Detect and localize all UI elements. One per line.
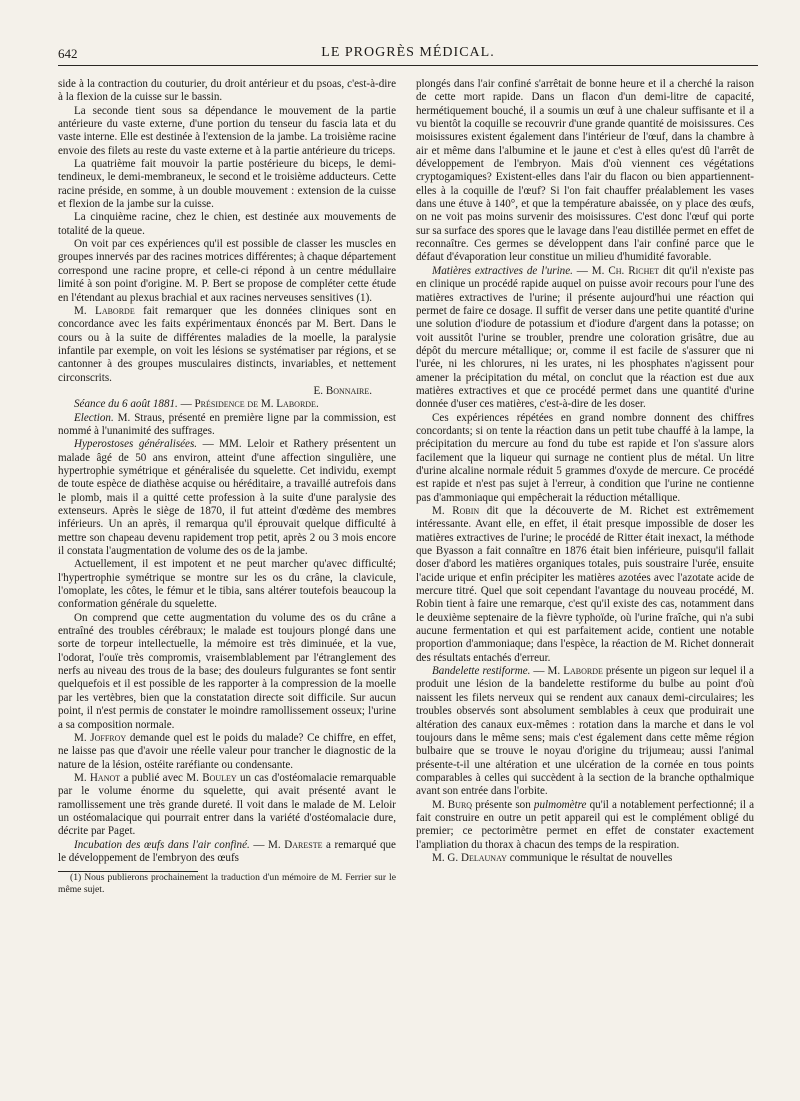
paragraph-text: — M. [249, 838, 285, 851]
paragraph: La seconde tient sous sa dépendance le mouvement de la partie antérieure du vaste externe, d'une portion du tenseur du fascia lata et du vaste interne. Elle est destinée à l'extension de la jambe. La troisième racine envoie des filets au reste du vaste externe et à la partie antérieure du triceps. [58, 104, 396, 157]
page-header [58, 44, 758, 66]
paragraph-text: qu'il a notablement perfectionné; il a fait construire en outre un petit appareil qui est le complément obligé du premier; ce pectorimètre permet en effet de constater exactement l'ampliation du thorax à chacun des temps de la respiration. [416, 798, 754, 851]
header-rule [58, 65, 758, 66]
paragraph-text: communique le résultat de nouvelles [506, 851, 673, 864]
signature-line [58, 385, 396, 398]
paragraph: On voit par ces expériences qu'il est possible de classer les muscles en groupes innervés par des racines motrices différentes; à chaque département correspond une racine propre, et celle-ci répond à un centre médullaire limité à son point d'origine. M. P. Bert se propose de compléter cette étude en l'étendant au plexus brachial et aux racines nerveuses sensitives (1). [58, 238, 396, 304]
paragraph-text: a remarqué que le développement de l'embryon des œufs [58, 838, 396, 864]
paragraph [416, 265, 754, 412]
session-presidency: — Présidence de M. Laborde. [177, 398, 319, 411]
paragraph-text: présente un pigeon sur lequel il a produit une lésion de la bandelette restiforme du bulbe au point d'où naissent les filets nerveux qui se rendent aux canaux demi-circulaires; les troubles observés sont absolument semblables à ceux que produirait une altération des canaux eux-mêmes : rotation dans la marche et dans le vol toujours dans le même sens; mais c'est également dans cette même région bulbaire que se trouve le noyau d'origine du trijumeau; aussi l'animal présente-t-il une altération et une ulcération de la cornée en tous points comparables à celles qui succèdent à la section de la branche opthalmique avant son entrée dans l'orbite. [416, 665, 754, 798]
paragraph: La cinquième racine, chez le chien, est destinée aux mouvements de totalité de la queue. [58, 211, 396, 237]
right-column [416, 78, 754, 865]
paragraph [58, 839, 396, 866]
speaker-name: M. Hanot [74, 771, 121, 784]
speaker-name: Dareste [284, 838, 323, 851]
speaker-name: Bouley [202, 771, 237, 784]
paragraph: side à la contraction du couturier, du droit antérieur et du psoas, c'est-à-dire à la flexion de la cuisse sur le bassin. [58, 78, 396, 104]
paragraph-text: fait remarquer que les données cliniques sont en concordance avec les faits expérimentaux énoncés par M. Bert. Dans le cours ou à la suite de différentes maladies de la moelle, la paralysie infantile par exemple, on voit les lésions se systématiser par régions, et se cantonner à des groupes musculaires distincts, invariables, et nettement circonscrits. [58, 304, 397, 384]
paragraph: Ces expériences répétées en grand nombre donnent des chiffres concordants; si on tente la réaction dans un petit tube chauffé à la lampe, la précipitation du mercure au fond du tube est rapide et l'on s'assure alors facilement que la liqueur qui surnage ne contient plus de métal. Un litre d'urine alcaline normale réduit 5 grammes d'oxyde de mercure. Ce procédé est rapide et n'est pas sujet à l'erreur, à condition que l'urine ne contienne pas d'ammoniaque qui empêcherait la réduction métallique. [416, 411, 754, 504]
paragraph [58, 438, 396, 558]
paragraph-text: M. Straus, présenté en première ligne par la commission, est nommé à l'unanimité des suffrages. [58, 411, 396, 437]
paragraph: Actuellement, il est impotent et ne peut marcher qu'avec difficulté; l'hypertrophie symétrique se montre sur les os du crâne, la clavicule, l'omoplate, les côtes, le fémur et le tibia, sans altérer toutefois beaucoup la conformation générale du squelette. [58, 558, 396, 611]
author-signature: E. Bonnaire. [313, 384, 372, 397]
paragraph [416, 665, 754, 798]
left-column [58, 78, 396, 895]
paragraph-text: — M. [530, 665, 564, 678]
section-title: Election. [74, 411, 114, 424]
speaker-name: M. Laborde [74, 304, 135, 317]
session-date: Séance du 6 août 1881. [74, 398, 178, 411]
speaker-name: Ch. Richet [608, 264, 660, 277]
page-number: 642 [58, 46, 78, 61]
speaker-name: M. Joffroy [74, 731, 127, 744]
paragraph-text: — M. [572, 264, 609, 277]
footnote: (1) Nous publierons prochainement la traduction d'un mémoire de M. Ferrier sur le même sujet. [58, 872, 396, 895]
session-heading [58, 398, 396, 411]
paragraph-text: — MM. Leloir et Rathery présentent un malade âgé de 50 ans environ, atteint d'une affection singulière, une hypertrophie symétrique et généralisée du squelette. Cet individu, exempt de toute espèce de diathèse acquise ou héréditaire, a travaillé autrefois dans le plomb, mais il a quitté cette profession à la suite d'une paralysie des extenseurs. Après le siège de 1870, il fut atteint d'œdème des membres inférieurs. Un an après, il remarqua qu'il éprouvait quelque difficulté à mettre son chapeau devenu rapidement trop petit, après 2 ou 3 mois encore il constata l'augmentation de volume des os de la jambe. [58, 438, 396, 558]
paragraph-text: un cas d'ostéomalacie remarquable par le volume énorme du squelette, qui avait présenté avant le ramollissement une très grande dureté. Il voit dans le malade de M. Leloir un ostéomalacique qui pourrait entrer dans la variété d'ostéomalacie dure, décrite par Paget. [58, 771, 396, 838]
journal-title: LE PROGRÈS MÉDICAL. [321, 45, 495, 60]
paragraph: On comprend que cette augmentation du volume des os du crâne a entraîné des troubles cérébraux; le malade est toujours plongé dans une sorte de torpeur intellectuelle, la mémoire est très diminuée, et la vue, l'odorat, l'ouïe très compromis, vraisemblablement par l'étranglement des nerfs au niveau des trous de la base; des douleurs fulgurantes se font sentir quelquefois et il est possible de les rapporter à la compression de la moelle par les vertèbres, bien que la constatation directe soit difficile. Sur aucun point, il n'est permis de constater le moindre ramollissement osseux; l'urine a sa composition normale. [58, 611, 396, 731]
paragraph [58, 772, 396, 839]
paragraph [58, 732, 396, 772]
paragraph [58, 412, 396, 439]
paragraph [58, 305, 396, 385]
paragraph-text: demande quel est le poids du malade? Ce chiffre, en effet, ne laisse pas que d'avoir une réelle valeur pour trancher le diagnostic de la nature de la lésion, ostéite raréfiante ou condensante. [58, 731, 396, 771]
speaker-name: M. G. Delaunay [432, 851, 507, 864]
section-title: Matières extractives de l'urine. [432, 264, 573, 277]
paragraph-text: présente son [472, 798, 534, 811]
speaker-name: Laborde [563, 665, 603, 678]
paragraph [416, 505, 754, 665]
speaker-name: M. Burq [432, 798, 473, 811]
paragraph [416, 852, 754, 865]
section-title: Incubation des œufs dans l'air confiné. [74, 838, 250, 851]
instrument-name: pulmomètre [533, 798, 587, 811]
speaker-name: M. Robin [432, 505, 480, 517]
paragraph: La quatrième fait mouvoir la partie postérieure du biceps, le demi-tendineux, le demi-membraneux, le second et le troisième adducteurs. Cette racine préside, en somme, à un double mouvement : extension de la cuisse et flexion de la jambe sur la cuisse. [58, 158, 396, 211]
paragraph-text: a publié avec M. [120, 771, 203, 784]
section-title: Hyperostoses généralisées. [74, 438, 198, 451]
section-title: Bandelette restiforme. [432, 665, 531, 678]
paragraph-text: dit que la découverte de M. Richet est extrêmement intéressante. Avant elle, en effet, il était presque impossible de doser les matières extractives de l'urine; le procédé de Ritter était inexact, la méthode que Byasson a fait connaître en 1876 était bien inférieure, puisqu'il fallait doser d'abord les matières organiques totales, puis soustraire l'urée, ensuite l'acide urique et enfin précipiter les matières azotées avec l'azotate acide de mercure titré. Quel que soit cependant l'avantage du nouveau procédé, M. Robin tient à faire une remarque, c'est qu'il existe des cas, notamment dans le deuxième septenaire de la fièvre typhoïde, où l'urine fraîche, qui n'a subi aucune fermentation et qui est parfaitement acide, contient une notable proportion d'ammoniaque; dans l'espèce, la réaction de M. Richet donnerait des résultats entachés d'erreur. [416, 505, 754, 664]
paragraph-text: dit qu'il n'existe pas en clinique un procédé rapide auquel on puisse avoir recours pour l'une des matières extractives de l'urine; il présente aujourd'hui une réaction qui permet de faire ce dosage. Il suffit de verser dans une petite quantité d'urine une solution d'iodure de potassium et d'iodure d'argent dans la potasse; on voit aussitôt l'urine se troubler, prendre une coloration grisâtre, due au dépôt du mercure métallique; or, comme il est facile de s'assurer que ni l'urée, ni les chlorures, ni les urates, ni les phosphates n'agissent pour amener la précipitation du métal, on conclut que la réaction est due aux matières extractives et que ce procédé permet dans une quantité d'urine donnée d'user ces matières, c'est-à-dire de les doser. [416, 264, 754, 411]
paragraph [416, 799, 754, 852]
paragraph: plongés dans l'air confiné s'arrêtait de bonne heure et il a cherché la raison de cette mort rapide. Dans un flacon d'un demi-litre de capacité, hermétiquement bouché, il a soumis un œuf à une chaleur suffisante et il a vu bientôt la coquille se recouvrir d'une grande quantité de moisissures. Ces moisissures existent également dans l'intérieur de l'œuf, dans la chambre à air et même dans l'albumine et le jaune et c'est à elles qu'est dû l'arrêt de développement de l'embryon. Mais d'où viennent ces végétations cryptogamiques? Existent-elles dans l'air du flacon ou bien appartiennent-elles à la coquille de l'œuf? Si l'on fait chauffer préalablement les vases dans une étuve à 140°, et que la température abaissée, on y place des œufs, on ne voit pas moins survenir des moisissures. C'est donc l'œuf qui porte sur sa surface des spores que le lavage dans l'eau distillée permet en effet de reconnaître. Ces germes se développent dans l'air confiné parce que le défaut d'évaporation leur constitue un milieu d'humidité favorable. [416, 78, 754, 264]
